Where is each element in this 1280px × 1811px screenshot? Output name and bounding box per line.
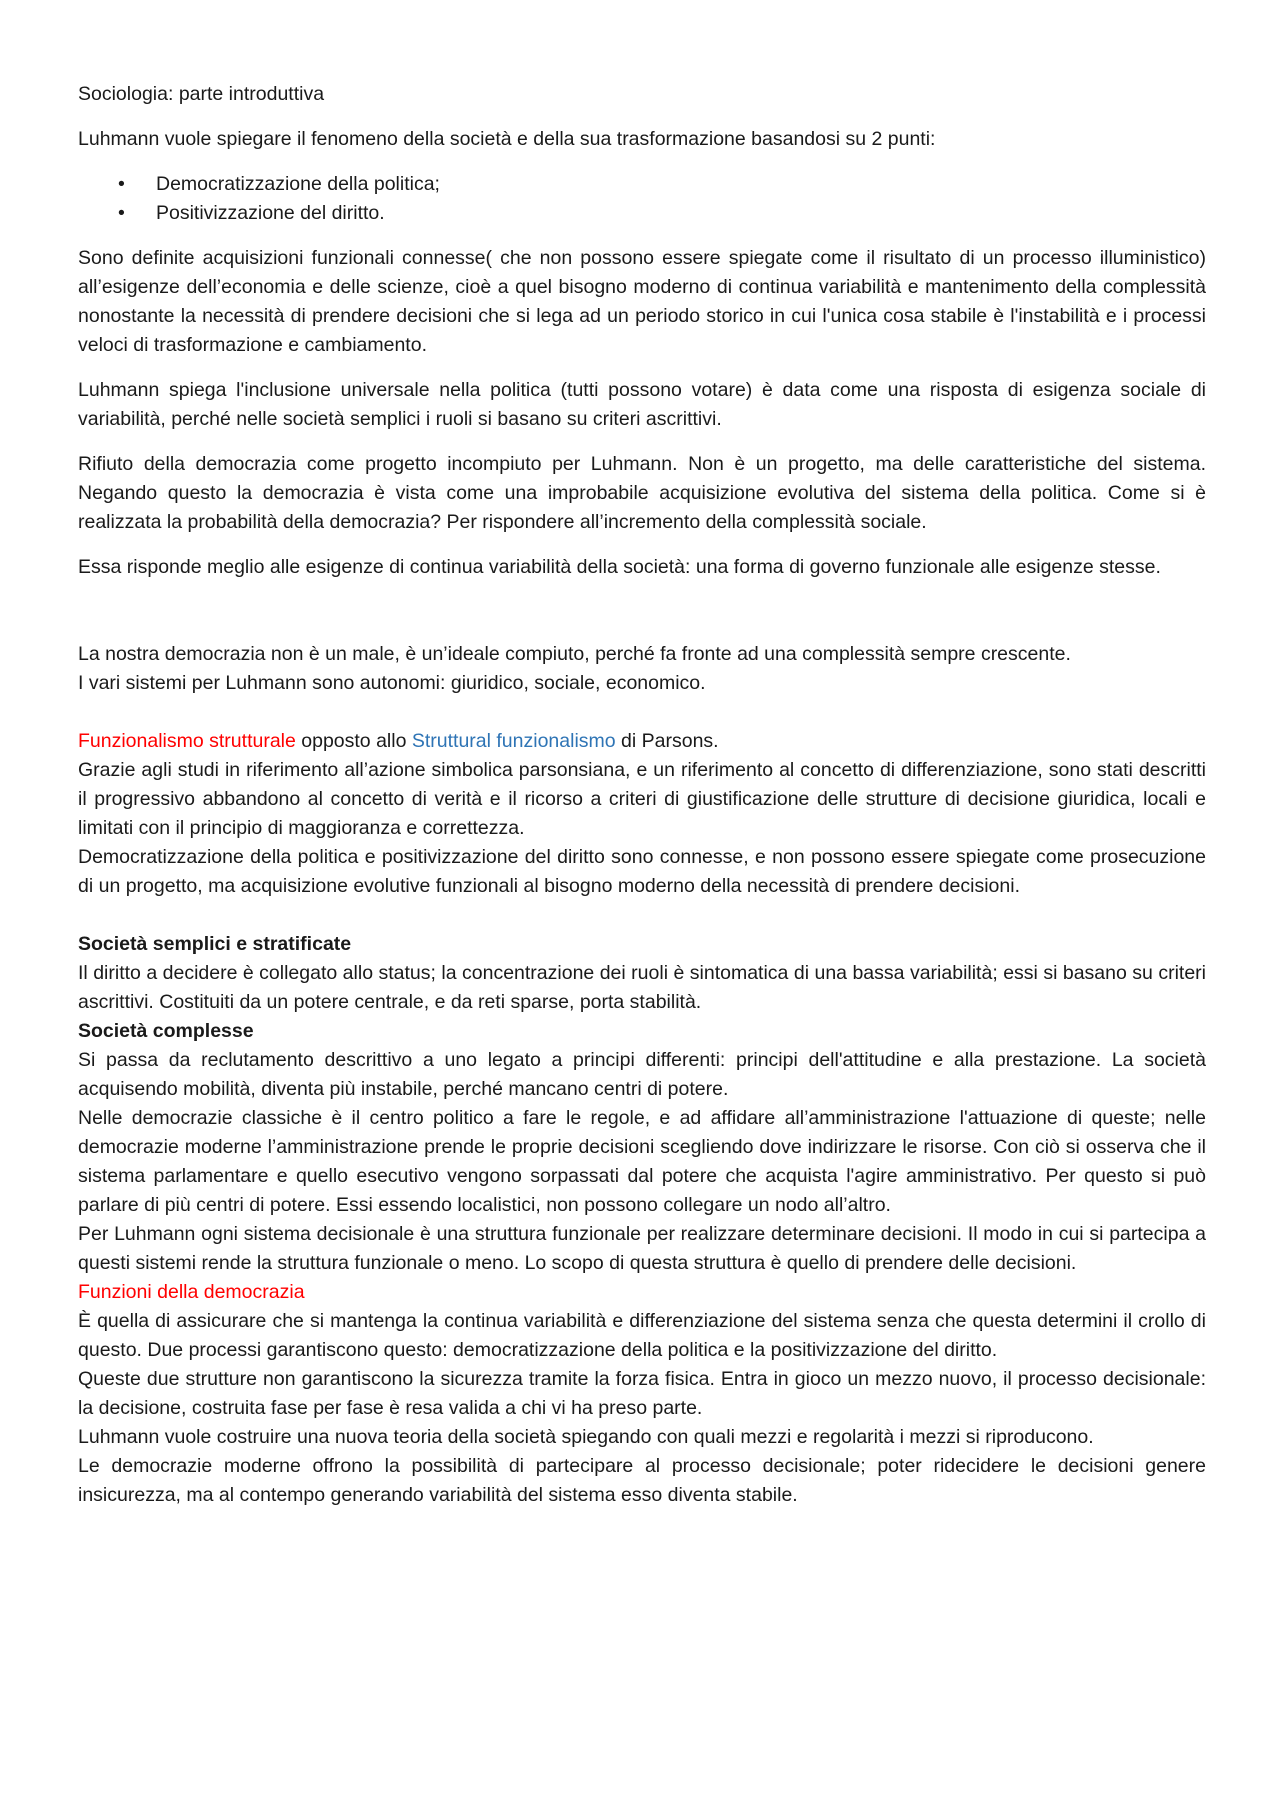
paragraph: Essa risponde meglio alle esigenze di continua variabilità della società: una forma di governo funzionale alle esigenze stesse. [78, 556, 1161, 578]
document-title: Sociologia: parte introduttiva [78, 83, 325, 105]
paragraph: Si passa da reclutamento descrittivo a uno legato a principi differenti: principi dell'attitudine e alla prestazione. La società acquisendo mobilità, diventa più instabile, perché mancano centri di potere. [78, 1049, 1206, 1100]
paragraph: Rifiuto della democrazia come progetto incompiuto per Luhmann. Non è un progetto, ma delle caratteristiche del sistema. Negando questo la democrazia è vista come una improbabile acquisizione evolutiva del sistema della politica. Come si è realizzata la probabilità della democrazia? Per rispondere all’incremento della complessità sociale. [78, 453, 1206, 533]
blank-line [78, 582, 1206, 611]
list-item-text: Democratizzazione della politica; [156, 173, 440, 195]
functionalism-connector: opposto allo [295, 730, 412, 752]
document-page [78, 80, 1206, 1510]
bullet-icon: • [118, 173, 125, 195]
paragraph: Queste due strutture non garantiscono la sicurezza tramite la forza fisica. Entra in gioco un mezzo nuovo, il processo decisionale: la decisione, costruita fase per fase è resa valida a chi vi ha preso parte. [78, 1368, 1206, 1419]
list-item-text: Positivizzazione del diritto. [156, 202, 385, 224]
paragraph: Il diritto a decidere è collegato allo status; la concentrazione dei ruoli è sintomatica di una bassa variabilità; essi si basano su criteri ascrittivi. Costituiti da un potere centrale, e da reti sparse, porta stabilità. [78, 962, 1206, 1013]
functionalism-red-term: Funzionalismo strutturale [78, 730, 296, 752]
paragraph: Per Luhmann ogni sistema decisionale è una struttura funzionale per realizzare determinare decisioni. Il modo in cui si partecipa a questi sistemi rende la struttura funzionale o meno. Lo scopo di questa struttura è quello di prendere delle decisioni. [78, 1223, 1206, 1274]
paragraph: Luhmann vuole costruire una nuova teoria della società spiegando con quali mezzi e regolarità i mezzi si riproducono. [78, 1426, 1094, 1448]
paragraph: Sono definite acquisizioni funzionali connesse( che non possono essere spiegate come il risultato di un processo illuministico) all’esigenze dell’economia e delle scienze, cioè a quel bisogno moderno di continua variabilità e mantenimento della complessità nonostante la necessità di prendere decisioni che si lega ad un periodo storico in cui l'unica cosa stabile è l'instabilità e i processi veloci di trasformazione e cambiamento. [78, 247, 1206, 356]
paragraph: Democratizzazione della politica e positivizzazione del diritto sono connesse, e non possono essere spiegate come prosecuzione di un progetto, ma acquisizione evolutive funzionali al bisogno moderno della necessità di prendere decisioni. [78, 846, 1206, 897]
paragraph: È quella di assicurare che si mantenga la continua variabilità e differenziazione del sistema senza che questa determini il crollo di questo. Due processi garantiscono questo: democratizzazione della politica e la positivizzazione del diritto. [78, 1310, 1206, 1361]
bullet-list [78, 170, 1206, 228]
section-heading-funzioni: Funzioni della democrazia [78, 1281, 305, 1303]
bullet-icon: • [118, 202, 125, 224]
paragraph: Nelle democrazie classiche è il centro politico a fare le regole, e ad affidare all’amministrazione l'attuazione di queste; nelle democrazie moderne l’amministrazione prende le proprie decisioni scegliendo dove indirizzare le risorse. Con ciò si osserva che il sistema parlamentare e quello esecutivo vengono sorpassati dal potere che acquista l'agire amministrativo. Per questo si può parlare di più centri di potere. Essi essendo localistici, non possono collegare un nodo all’altro. [78, 1107, 1206, 1216]
paragraph: Grazie agli studi in riferimento all’azione simbolica parsonsiana, e un riferimento al concetto di differenziazione, sono stati descritti il progressivo abbandono al concetto di verità e il ricorso a criteri di giustificazione delle strutture di decisione giuridica, locali e limitati con il principio di maggioranza e correttezza. [78, 759, 1206, 839]
blank-line [78, 611, 1206, 640]
intro-paragraph: Luhmann vuole spiegare il fenomeno della società e della sua trasformazione basandosi su 2 punti: [78, 128, 936, 150]
paragraph: Le democrazie moderne offrono la possibilità di partecipare al processo decisionale; poter ridecidere le decisioni genere insicurezza, ma al contempo generando variabilità del sistema esso diventa stabile. [78, 1455, 1206, 1506]
list-item [78, 170, 1206, 199]
section-heading-complesse: Società complesse [78, 1020, 254, 1042]
paragraph: La nostra democrazia non è un male, è un’ideale compiuto, perché fa fronte ad una complessità sempre crescente. [78, 643, 1071, 665]
section-heading-semplici: Società semplici e stratificate [78, 933, 352, 955]
list-item [78, 199, 1206, 228]
functionalism-heading [78, 727, 1206, 756]
functionalism-blue-term: Struttural funzionalismo [411, 730, 616, 752]
blank-line [78, 901, 1206, 930]
paragraph: I vari sistemi per Luhmann sono autonomi: giuridico, sociale, economico. [78, 672, 706, 694]
paragraph: Luhmann spiega l'inclusione universale nella politica (tutti possono votare) è data come una risposta di esigenza sociale di variabilità, perché nelle società semplici i ruoli si basano su criteri ascrittivi. [78, 379, 1206, 430]
blank-line [78, 698, 1206, 727]
functionalism-end: di Parsons. [615, 730, 719, 752]
